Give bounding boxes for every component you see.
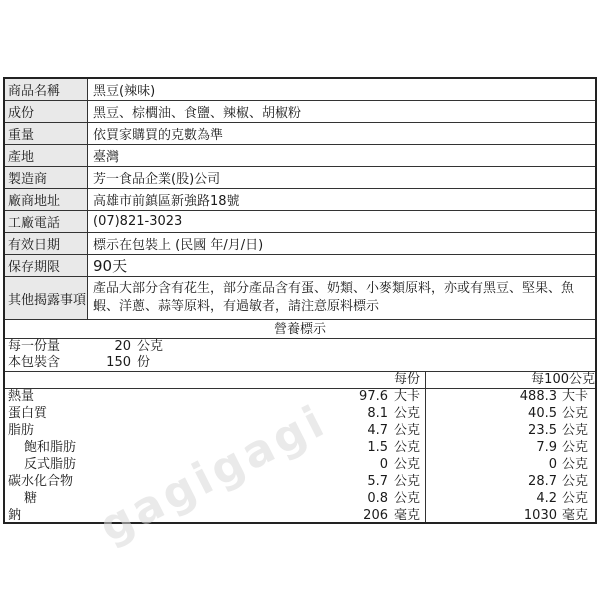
info-value: 90天 <box>93 257 128 275</box>
info-label: 其他揭露事項 <box>5 277 88 319</box>
servings-per-package-label: 本包裝含 <box>8 355 61 370</box>
product-label-table <box>3 77 597 524</box>
info-row-address <box>5 189 595 211</box>
nutrient-per-100g: 23.5 <box>528 423 557 438</box>
info-value: 黑豆、棕櫚油、食鹽、辣椒、胡椒粉 <box>93 106 302 121</box>
nutrient-per-serving: 206 <box>363 508 388 523</box>
nutrient-name: 鈉 <box>8 508 22 523</box>
info-value: 產品大部分含有花生，部分產品含有蛋、奶類、小麥類原料，亦或有黑豆、堅果、魚蝦、洋蔥、蒜等原料，有過敏者，請注意原料標示 <box>93 281 575 314</box>
nutrient-name: 飽和脂肪 <box>24 440 77 455</box>
info-value: 黑豆(辣味) <box>93 84 156 99</box>
info-row-name <box>5 79 595 101</box>
nutrient-per-serving: 97.6 <box>359 389 388 404</box>
serving-size-value: 20 <box>114 339 131 354</box>
nutrient-per-100g: 4.2 <box>536 491 557 506</box>
info-value: 依買家購買的克數為準 <box>93 128 224 143</box>
nutrient-per-serving: 5.7 <box>367 474 388 489</box>
nutrient-per-serving-unit: 公克 <box>394 474 421 489</box>
info-value: 標示在包裝上 (民國 年/月/日) <box>93 238 264 253</box>
info-label: 製造商 <box>5 167 88 188</box>
nutrient-name: 糖 <box>24 491 38 506</box>
nutrient-name: 脂肪 <box>8 423 35 438</box>
info-label: 保存期限 <box>5 255 88 276</box>
serving-size-unit: 公克 <box>137 339 164 354</box>
nutrient-per-100g-unit: 毫克 <box>562 508 589 523</box>
nutrient-per-serving-unit: 公克 <box>394 440 421 455</box>
info-row-ingredients <box>5 101 595 123</box>
nutrient-per-100g: 0 <box>548 457 557 472</box>
serving-size-label: 每一份量 <box>8 339 61 354</box>
nutrient-per-100g-unit: 公克 <box>562 474 589 489</box>
info-row-expiry <box>5 233 595 255</box>
nutrient-per-100g-unit: 公克 <box>562 457 589 472</box>
nutrient-per-100g-unit: 公克 <box>562 423 589 438</box>
nutrient-per-100g: 28.7 <box>528 474 557 489</box>
nutrient-per-serving-unit: 公克 <box>394 457 421 472</box>
info-label: 工廠電話 <box>5 211 88 232</box>
nutrition-title: 營養標示 <box>273 322 326 337</box>
nutrient-per-serving: 1.5 <box>367 440 388 455</box>
nutrient-per-serving-unit: 公克 <box>394 491 421 506</box>
col-header-per-serving: 每份 <box>393 372 420 387</box>
nutrient-per-100g-unit: 大卡 <box>562 389 589 404</box>
info-row-manufacturer <box>5 167 595 189</box>
nutrient-per-serving-unit: 公克 <box>394 423 421 438</box>
info-label: 成份 <box>5 101 88 122</box>
info-value: 臺灣 <box>93 150 120 165</box>
info-label: 重量 <box>5 123 88 144</box>
nutrient-per-serving: 0.8 <box>367 491 388 506</box>
nutrient-per-serving-unit: 毫克 <box>394 508 421 523</box>
info-value: 高雄市前鎮區新強路18號 <box>93 194 240 209</box>
nutrient-per-100g-unit: 公克 <box>562 440 589 455</box>
nutrition-column-divider <box>425 371 426 522</box>
nutrient-per-serving-unit: 大卡 <box>394 389 421 404</box>
info-label: 有效日期 <box>5 233 88 254</box>
servings-per-package-unit: 份 <box>137 355 151 370</box>
info-value: (07)821-3023 <box>93 214 183 229</box>
info-row-weight <box>5 123 595 145</box>
watermark-text: gagigagi <box>91 394 336 553</box>
nutrition-title-row <box>5 320 595 339</box>
nutrient-per-serving: 0 <box>379 457 388 472</box>
info-row-disclosure <box>5 277 595 320</box>
nutrient-per-serving: 8.1 <box>367 406 388 421</box>
nutrient-per-100g: 1030 <box>523 508 557 523</box>
info-label: 商品名稱 <box>5 79 88 100</box>
info-label: 產地 <box>5 145 88 166</box>
nutrient-per-serving: 4.7 <box>367 423 388 438</box>
nutrient-name: 反式脂肪 <box>24 457 77 472</box>
nutrient-name: 碳水化合物 <box>8 474 74 489</box>
info-value: 芳一食品企業(股)公司 <box>93 172 221 187</box>
nutrient-per-100g: 7.9 <box>536 440 557 455</box>
nutrient-per-serving-unit: 公克 <box>394 406 421 421</box>
nutrient-per-100g-unit: 公克 <box>562 491 589 506</box>
info-label: 廠商地址 <box>5 189 88 210</box>
col-header-per-100g: 每100公克 <box>531 372 595 387</box>
info-row-origin <box>5 145 595 167</box>
nutrient-per-100g: 488.3 <box>519 389 557 404</box>
servings-per-package-value: 150 <box>106 355 131 370</box>
nutrient-per-100g: 40.5 <box>528 406 557 421</box>
nutrient-name: 蛋白質 <box>8 406 48 421</box>
info-row-shelf-life <box>5 255 595 277</box>
nutrient-name: 熱量 <box>8 389 35 404</box>
info-row-phone <box>5 211 595 233</box>
nutrient-per-100g-unit: 公克 <box>562 406 589 421</box>
